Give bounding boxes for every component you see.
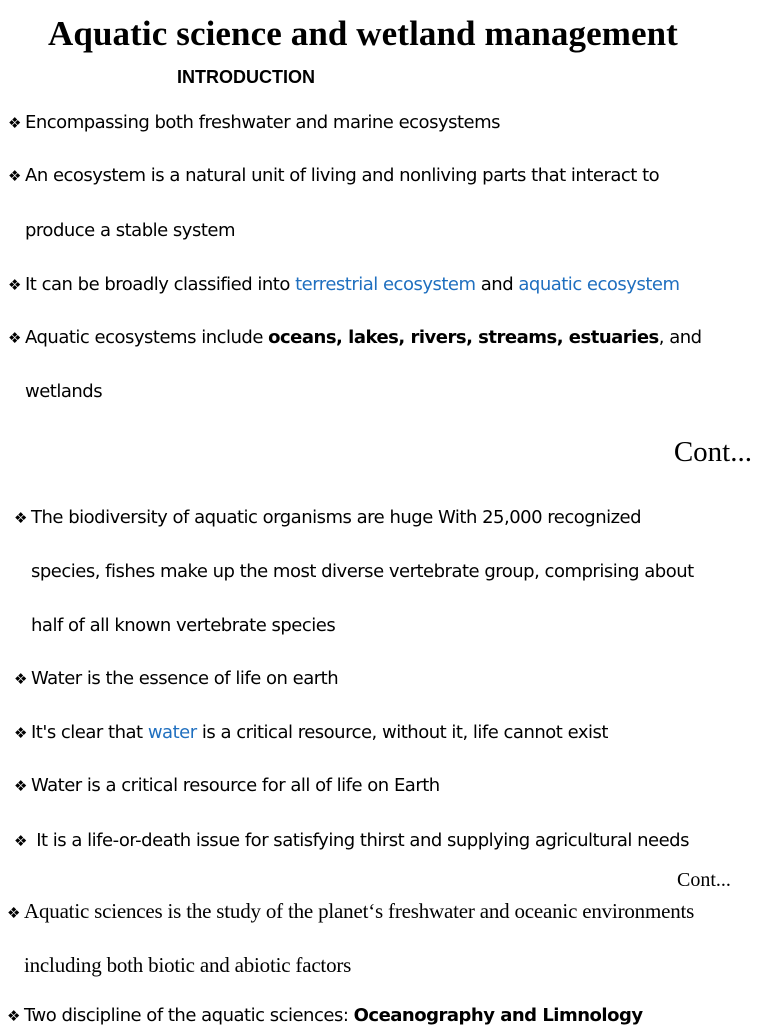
bullet-text: Two discipline of the aquatic sciences: <box>24 1005 354 1026</box>
diamond-bullet-icon: ❖ <box>8 167 21 185</box>
bullet-item <box>7 1004 643 1028</box>
bullet-text: Aquatic sciences is the study of the planet‘s freshwater and oceanic environments <box>24 899 695 923</box>
bullet-text: It's clear that <box>31 722 148 743</box>
diamond-bullet-icon: ❖ <box>14 832 27 850</box>
bullet-text: is a critical resource, without it, life cannot exist <box>196 722 608 743</box>
page-title: Aquatic science and wetland management <box>48 14 678 53</box>
bullet-text: It is a life-or-death issue for satisfying thirst and supplying agricultural needs <box>31 830 689 851</box>
bullet-item <box>8 164 659 188</box>
diamond-bullet-icon: ❖ <box>7 906 21 922</box>
bullet-text: , and <box>658 327 702 348</box>
bullet-item <box>8 273 680 297</box>
bullet-text: Water is the essence of life on earth <box>31 668 339 689</box>
cont-label: Cont... <box>677 869 731 891</box>
bullet-text: An ecosystem is a natural unit of living and nonliving parts that interact to <box>25 165 660 186</box>
bullet-item <box>8 326 702 350</box>
introduction-heading: INTRODUCTION <box>177 67 315 87</box>
diamond-bullet-icon: ❖ <box>14 724 27 742</box>
diamond-bullet-icon: ❖ <box>8 329 21 347</box>
cont-label: Cont... <box>673 436 752 468</box>
bullet-continuation: produce a stable system <box>25 220 235 241</box>
bullet-item <box>14 774 440 798</box>
diamond-bullet-icon: ❖ <box>14 509 27 527</box>
bold-text: oceans, lakes, rivers, streams, estuaries <box>268 327 659 348</box>
bullet-continuation: including both biotic and abiotic factors <box>24 953 352 977</box>
diamond-bullet-icon: ❖ <box>8 114 21 132</box>
bullet-text: Water is a critical resource for all of life on Earth <box>31 775 440 796</box>
bullet-text: Encompassing both freshwater and marine ecosystems <box>25 112 501 133</box>
bullet-item <box>14 829 689 853</box>
bullet-item <box>7 898 694 927</box>
bullet-text: The biodiversity of aquatic organisms are huge With 25,000 recognized <box>31 507 642 528</box>
bullet-continuation: half of all known vertebrate species <box>31 615 336 636</box>
diamond-bullet-icon: ❖ <box>7 1007 20 1025</box>
bullet-item <box>14 721 608 745</box>
bullet-continuation: wetlands <box>25 381 103 402</box>
diamond-bullet-icon: ❖ <box>14 777 27 795</box>
terrestrial-ecosystem-link[interactable]: terrestrial ecosystem <box>295 274 476 295</box>
bullet-item <box>8 111 500 135</box>
bullet-item <box>14 667 338 691</box>
diamond-bullet-icon: ❖ <box>14 670 27 688</box>
bullet-item <box>14 506 641 530</box>
water-link[interactable]: water <box>147 722 197 743</box>
diamond-bullet-icon: ❖ <box>8 276 21 294</box>
bullet-text: Aquatic ecosystems include <box>25 327 269 348</box>
bullet-text: and <box>475 274 519 295</box>
bullet-text: It can be broadly classified into <box>25 274 296 295</box>
bullet-continuation: species, fishes make up the most diverse vertebrate group, comprising about <box>31 561 694 582</box>
aquatic-ecosystem-link[interactable]: aquatic ecosystem <box>518 274 680 295</box>
bold-text: Oceanography and Limnology <box>353 1005 643 1026</box>
